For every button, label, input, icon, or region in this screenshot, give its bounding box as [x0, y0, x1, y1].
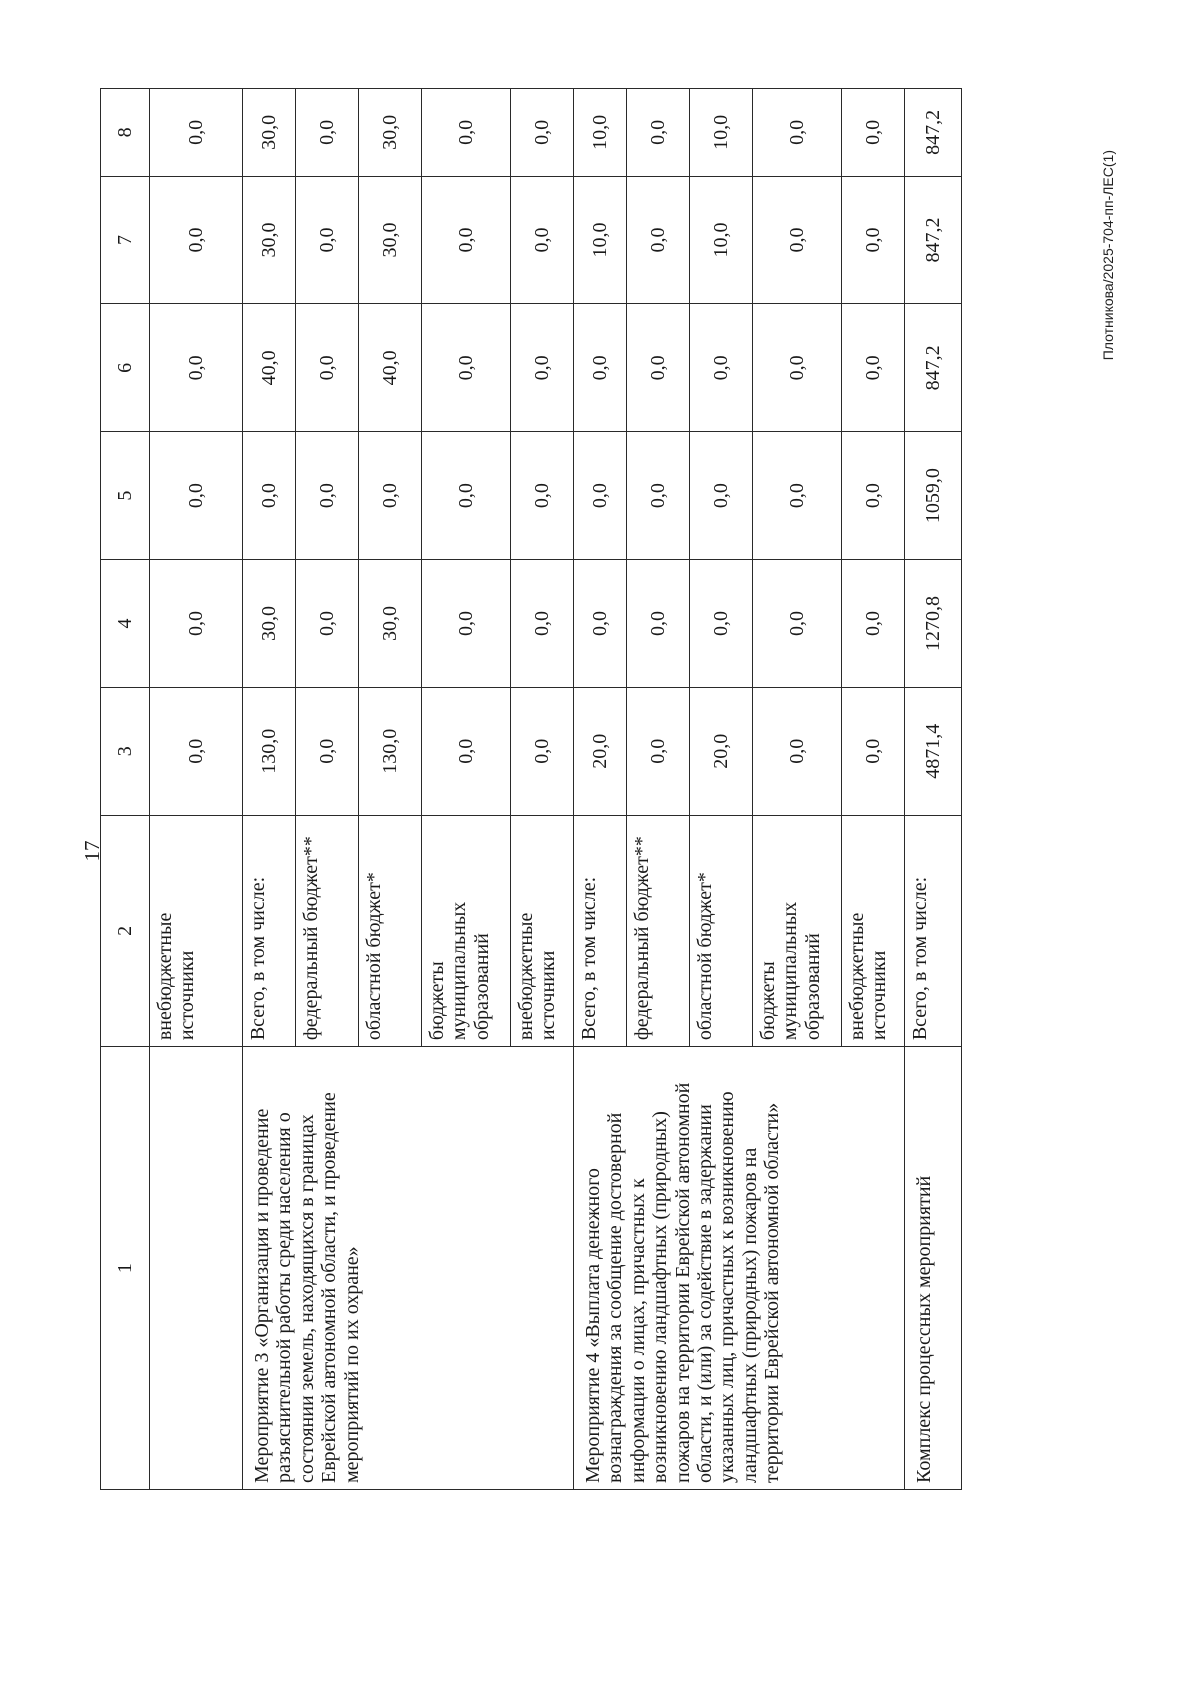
value-cell: 0,0 [150, 89, 243, 177]
value-cell: 0,0 [296, 304, 359, 432]
header-cell: 3 [101, 687, 150, 815]
value-cell: 0,0 [627, 687, 690, 815]
value-cell: 847,2 [905, 176, 962, 304]
value-cell: 0,0 [842, 304, 905, 432]
activity-cell: Мероприятие 3 «Организация и проведение разъяснительной работы среди населения о состоянии земель, находящихся в границах Еврейской автономной области, и проведение мероприятий по их охране» [243, 1047, 574, 1490]
budget-table [100, 88, 962, 1490]
value-cell: 0,0 [511, 687, 574, 815]
funding-source: Всего, в том числе: [905, 815, 962, 1046]
value-cell: 0,0 [296, 687, 359, 815]
funding-source: областной бюджет* [690, 815, 753, 1046]
value-cell: 0,0 [627, 432, 690, 560]
funding-source: внебюджетные источники [842, 815, 905, 1046]
table-row [243, 89, 296, 1490]
value-cell: 0,0 [842, 432, 905, 560]
value-cell: 847,2 [905, 89, 962, 177]
value-cell: 847,2 [905, 304, 962, 432]
value-cell: 0,0 [422, 304, 511, 432]
table-header-row [101, 89, 150, 1490]
value-cell: 0,0 [753, 432, 842, 560]
value-cell: 0,0 [422, 687, 511, 815]
value-cell: 0,0 [842, 89, 905, 177]
value-cell: 0,0 [150, 304, 243, 432]
value-cell: 0,0 [574, 560, 627, 688]
activity-cell: Мероприятие 4 «Выплата денежного вознаграждения за сообщение достоверной информации о лицах, причастных к возникновению ландшафтных (природных) пожаров на территории Еврейской автономной области, и (или) за содействие в задержании указанных лиц, причастных к возникновению ландшафтных (природных) пожаров на территории Еврейской автономной области» [574, 1047, 905, 1490]
document-reference: Плотникова/2025-704-пп-ЛЕС(1) [1100, 150, 1116, 361]
value-cell: 4871,4 [905, 687, 962, 815]
funding-source: областной бюджет* [359, 815, 422, 1046]
value-cell: 0,0 [753, 560, 842, 688]
value-cell: 30,0 [243, 89, 296, 177]
value-cell: 0,0 [511, 89, 574, 177]
value-cell: 0,0 [422, 560, 511, 688]
value-cell: 10,0 [574, 89, 627, 177]
value-cell: 30,0 [359, 560, 422, 688]
value-cell: 30,0 [243, 176, 296, 304]
value-cell: 0,0 [296, 432, 359, 560]
value-cell: 0,0 [574, 432, 627, 560]
value-cell: 0,0 [511, 560, 574, 688]
value-cell: 0,0 [150, 176, 243, 304]
page-number: 17 [80, 840, 104, 862]
value-cell: 0,0 [422, 89, 511, 177]
funding-source: внебюджетные источники [511, 815, 574, 1046]
value-cell: 130,0 [243, 687, 296, 815]
total-row [905, 89, 962, 1490]
value-cell: 30,0 [243, 560, 296, 688]
funding-source: бюджеты муниципальных образований [422, 815, 511, 1046]
value-cell: 20,0 [690, 687, 753, 815]
header-cell: 7 [101, 176, 150, 304]
value-cell: 1059,0 [905, 432, 962, 560]
value-cell: 0,0 [422, 432, 511, 560]
funding-source: Всего, в том числе: [574, 815, 627, 1046]
value-cell: 30,0 [359, 176, 422, 304]
funding-source: бюджеты муниципальных образований [753, 815, 842, 1046]
value-cell: 0,0 [753, 89, 842, 177]
table-row [150, 89, 243, 1490]
value-cell: 20,0 [574, 687, 627, 815]
funding-source: Всего, в том числе: [243, 815, 296, 1046]
value-cell: 130,0 [359, 687, 422, 815]
value-cell: 0,0 [422, 176, 511, 304]
value-cell: 0,0 [753, 176, 842, 304]
value-cell: 0,0 [296, 176, 359, 304]
value-cell: 0,0 [690, 304, 753, 432]
value-cell: 0,0 [150, 560, 243, 688]
value-cell: 0,0 [753, 687, 842, 815]
value-cell: 40,0 [243, 304, 296, 432]
value-cell: 0,0 [627, 304, 690, 432]
header-cell: 1 [101, 1047, 150, 1490]
header-cell: 2 [101, 815, 150, 1046]
value-cell: 0,0 [627, 176, 690, 304]
value-cell: 0,0 [842, 560, 905, 688]
value-cell: 0,0 [511, 304, 574, 432]
header-cell: 5 [101, 432, 150, 560]
value-cell: 0,0 [627, 560, 690, 688]
funding-source: федеральный бюджет** [627, 815, 690, 1046]
value-cell: 0,0 [842, 176, 905, 304]
value-cell: 0,0 [511, 176, 574, 304]
value-cell: 0,0 [753, 304, 842, 432]
value-cell: 40,0 [359, 304, 422, 432]
header-cell: 6 [101, 304, 150, 432]
funding-source: федеральный бюджет** [296, 815, 359, 1046]
value-cell: 0,0 [359, 432, 422, 560]
value-cell: 10,0 [690, 89, 753, 177]
value-cell: 0,0 [296, 89, 359, 177]
value-cell: 0,0 [627, 89, 690, 177]
value-cell: 0,0 [296, 560, 359, 688]
value-cell: 0,0 [690, 560, 753, 688]
value-cell: 10,0 [574, 176, 627, 304]
value-cell: 1270,8 [905, 560, 962, 688]
value-cell: 30,0 [359, 89, 422, 177]
value-cell: 0,0 [150, 687, 243, 815]
header-cell: 4 [101, 560, 150, 688]
value-cell: 0,0 [842, 687, 905, 815]
value-cell: 0,0 [574, 304, 627, 432]
value-cell: 10,0 [690, 176, 753, 304]
value-cell: 0,0 [243, 432, 296, 560]
value-cell: 0,0 [511, 432, 574, 560]
header-cell: 8 [101, 89, 150, 177]
activity-cell: Комплекс процессных мероприятий [905, 1047, 962, 1490]
value-cell: 0,0 [690, 432, 753, 560]
table-row [574, 89, 627, 1490]
funding-source: внебюджетные источники [150, 815, 243, 1046]
activity-cell [150, 1047, 243, 1490]
value-cell: 0,0 [150, 432, 243, 560]
